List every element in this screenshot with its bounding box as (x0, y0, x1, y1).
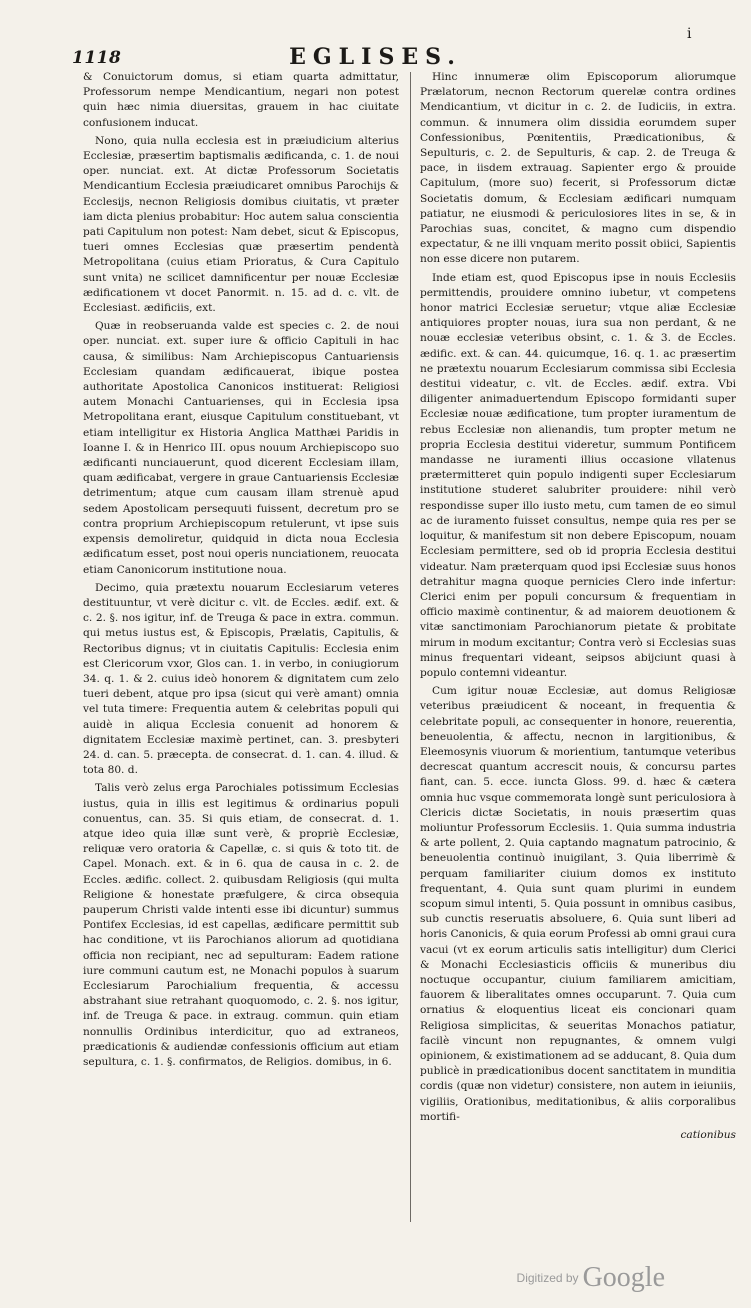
paragraph: Hinc innumeræ olim Episcoporum aliorumque Prælatorum, necnon Rectorum querelæ contra ordines Mendicantium, vt dicitur in c. 2. de Iudiciis, in extra. commun. & innumera olim dissidia eorumdem super Confessionibus, Pœnitentiis, Prædicationibus, & Sepulturis, c. 2. de Sepulturis, & cap. 2. de Treuga & pace, in iisdem extrauag. Sapienter ergo & prouide Capitulum, (more suo) fecerit, si Professorum dictæ Societatis domum, & Ecclesiam ædificari numquam patiatur, ne eiusmodi & periculosiores lites in se, & in Parochias suas, concitet, & magno cum dispendio expectatur, & ne illi vnquam merito possit obiici, Sapientis non esse dicere non putarem. (420, 71, 736, 266)
corner-mark: i (687, 26, 692, 42)
running-title: EGLISES. (289, 44, 462, 70)
digitization-watermark (517, 1262, 665, 1294)
paragraph: Talis verò zelus erga Parochiales potissimum Ecclesias iustus, quia in illis est legitimus & ordinarius populi conuentus, can. 35. Si quis etiam, de consecrat. d. 1. atque ideo quia illæ sunt verè, & propriè Ecclesiæ, reliquæ vero oratoria & Capellæ, c. si quis & toto tit. de Capel. Monach. ext. & in 6. qua de causa in c. 2. de Eccles. ædific. collect. 2. quibusdam Religiosis (qui multa Religione & honestate præfulgere, & circa obsequia pauperum Christi valde intenti esse ibi dicuntur) summus Pontifex Ecclesias, id est capellas, ædificare permittit sub hac conditione, vt iis Parochianos aliorum ad quotidiana officia non recipiant, nec ad sepulturam: Eadem ratione iure communi cautum est, ne Monachi populos à suarum Ecclesiarum Parochialium frequentia, & accessu abstrahant siue retrahant quoquomodo, c. 2. §. nos igitur, inf. de Treuga & pace. in extraug. commun. quin etiam nonnullis Ordinibus interdicitur, quo ad extraneos, prædicationis & audiendæ confessionis officium aut etiam sepultura, c. 1. §. confirmatos, de Religios. domibus, in 6. (83, 782, 399, 1068)
right-column (420, 70, 736, 1143)
paragraph: & Conuictorum domus, si etiam quarta admittatur, Professorum nempe Mendicantium, negari non potest quin hæc nimia diuersitas, grauem in hac ciuitate confusionem inducat. (83, 71, 399, 129)
left-column (83, 70, 399, 1073)
page-number: 1118 (72, 48, 122, 68)
paragraph: Cum igitur nouæ Ecclesiæ, aut domus Religiosæ veteribus præiudicent & noceant, in frequentia & celebritate populi, ac consequenter in honore, reuerentia, beneuolentia, & affectu, necnon in largitionibus, & Eleemosynis viuorum & morientium, tantumque veteribus decrescat quantum accrescit nouis, & concursu partes fiant, can. 5. ecce. iuncta Gloss. 99. d. hæc & cætera omnia huc vsque commemorata longè sunt periculosiora à Clericis dictæ Societatis, in nouis præsertim quas moliuntur Professorum Ecclesiis. 1. Quia summa industria & arte pollent, 2. Quia captando magnatum patrocinio, & beneuolentia continuò inuigilant, 3. Quia liberrimè & perquam familiariter ciuium domos ex instituto frequentant, 4. Quia sunt quam plurimi in eundem scopum simul intenti, 5. Quia possunt in omnibus casibus, sub cunctis reseruatis absoluere, 6. Quia sunt liberi ad horis Canonicis, & quia eorum Professi ab omni graui cura vacui (vt ex eorum articulis satis intelligitur) dum Clerici & Monachi Ecclesiasticis officiis & muneribus diu noctuque occupantur, ciuium familiarem amicitiam, fauorem & liberalitates omnes occuparunt. 7. Quia cum ornatius & eloquentius liceat eis concionari quam Religiosa simplicitas, & seueritas Monachos patiatur, facilè vincunt non repugnantes, & omnem vulgi opinionem, & existimationem ad se adducant, 8. Quia dum publicè in prædicationibus docent sanctitatem in munditia cordis (quæ non videtur) consistere, non autem in ieiuniis, vigiliis, Orationibus, meditationibus, & aliis corporalibus mortifi- (420, 685, 736, 1123)
catchword: cationibus (680, 1129, 736, 1142)
paragraph: Decimo, quia prætextu nouarum Ecclesiarum veteres destituuntur, vt verè dicitur c. vlt. de Eccles. ædif. ext. & c. 2. §. nos igitur, inf. de Treuga & pace in extra. commun. qui metus iustus est, & Episcopis, Prælatis, Capitulis, & Rectoribus dignus; vt in ciuitatis Capitulis: Ecclesia enim est Clericorum vxor, Glos can. 1. in verbo, in coniugiorum 34. q. 1. & 2. cuius ideò honorem & dignitatem cum zelo tueri debent, atque pro ipsa (sicut qui verè amant) omnia vel tuta timere: Frequentia autem & celebritas populi qui auidè in aliqua Ecclesia conuenit ad honorem & dignitatem Ecclesiæ maximè pertinet, can. 3. presbyteri 24. d. can. 5. præcepta. de consecrat. d. 1. can. 4. illud. & tota 80. d. (83, 581, 399, 777)
column-divider (410, 72, 411, 1222)
paragraph: Nono, quia nulla ecclesia est in præiudicium alterius Ecclesiæ, præsertim baptismalis ædificanda, c. 1. de noui oper. nunciat. ext. At dictæ Professorum Societatis Mendicantium Ecclesia præiudicaret omnibus Parochijs & Ecclesijs, necnon Religiosis domibus ciuitatis, vt præter iam dicta plenius probabitur: Hoc autem salua conscientia pati Capitulum non potest: Nam debet, sicut & Episcopus, tueri omnes Ecclesias quæ præsertim pendentà Metropolitana (cuius etiam Prioratus, & Cura Capitulo sunt vnita) ne scilicet damnificentur per nouæ Ecclesiæ ædificationem vt docet Panormit. n. 15. ad d. c. vlt. de Ecclesiast. ædificiis, ext. (83, 134, 399, 315)
paragraph: Quæ in reobseruanda valde est species c. 2. de noui oper. nunciat. ext. super iure & officio Capituli in hac causa, & similibus: Nam Archiepiscopus Cantuariensis Ecclesiam quandam ædificauerat, ibique postea authoritate Apostolica Canonicos instituerat: Religiosi autem Monachi Cantuarienses, qui in Ecclesia ipsa Metropolitana erant, eiusque Capitulum constituebant, vt etiam intelligitur ex Historia Anglica Matthæi Paridis in Ioanne I. & in Henrico III. opus nouum Archiepiscopo suo ædificanti nunciauerunt, quod dicerent Ecclesiam illam, quam ædificabat, vergere in graue Cantuariensis Ecclesiæ detrimentum; atque cum causam illam strenuè apud sedem Apostolicam persequuti fuissent, decretum pro se contra proprium Archiepiscopum retulerunt, vt ipse suis expensis demoliretur, quidquid in dicta noua Ecclesia ædificatum esset, post noui operis nunciationem, reuocata etiam Canonicorum institutione noua. (83, 320, 399, 576)
paragraph: Inde etiam est, quod Episcopus ipse in nouis Ecclesiis permittendis, prouidere omnino iubetur, vt competens honor matrici Ecclesiæ seruetur; vtque aliæ Ecclesiæ antiquiores propter nouas, iura sua non perdant, & ne nouæ ecclesiæ veteribus obsint, c. 1. & 3. de Eccles. ædific. ext. & can. 44. quicumque, 16. q. 1. ac præsertim ne prætextu nouarum Ecclesiarum commissa sibi Ecclesia destitui videatur, c. vlt. de Eccles. ædif. extra. Vbi diligenter animaduertendum Episcopo formidanti super Ecclesiæ nouæ ædificatione, tum propter iuramentum de rebus Ecclesiæ non alienandis, tum propter metum ne propria Ecclesia destitui videretur, summum Pontificem mandasse ne iuramenti illius occasione vllatenus prætermitteret quin populo indigenti super Ecclesiarum institutione studeret salubriter prouidere: nihil verò respondisse super illo iusto metu, cum tamen de eo simul ac de iuramento fuisset consultus, nempe quia res per se loquitur, & manifestum sit non debere Episcopum, nouam Ecclesiam permittere, sed ob id propria Ecclesia destitui videatur. Nam præterquam quod ipsi Ecclesiæ suus honos detrahitur magna quoque pernicies Clero inde infertur: Clerici enim per populi concursum & frequentiam in officio maximè continentur, & ad maiorem deuotionem & vitæ sanctimoniam Parochianorum pietate & probitate mirum in modum excitantur; Contra verò si Ecclesias suas minus frequentari videant, seipsos abijciunt quasi à populo contemni videantur. (420, 271, 736, 679)
watermark-logo: Google (582, 1262, 665, 1293)
watermark-prefix: Digitized by (516, 1271, 579, 1285)
